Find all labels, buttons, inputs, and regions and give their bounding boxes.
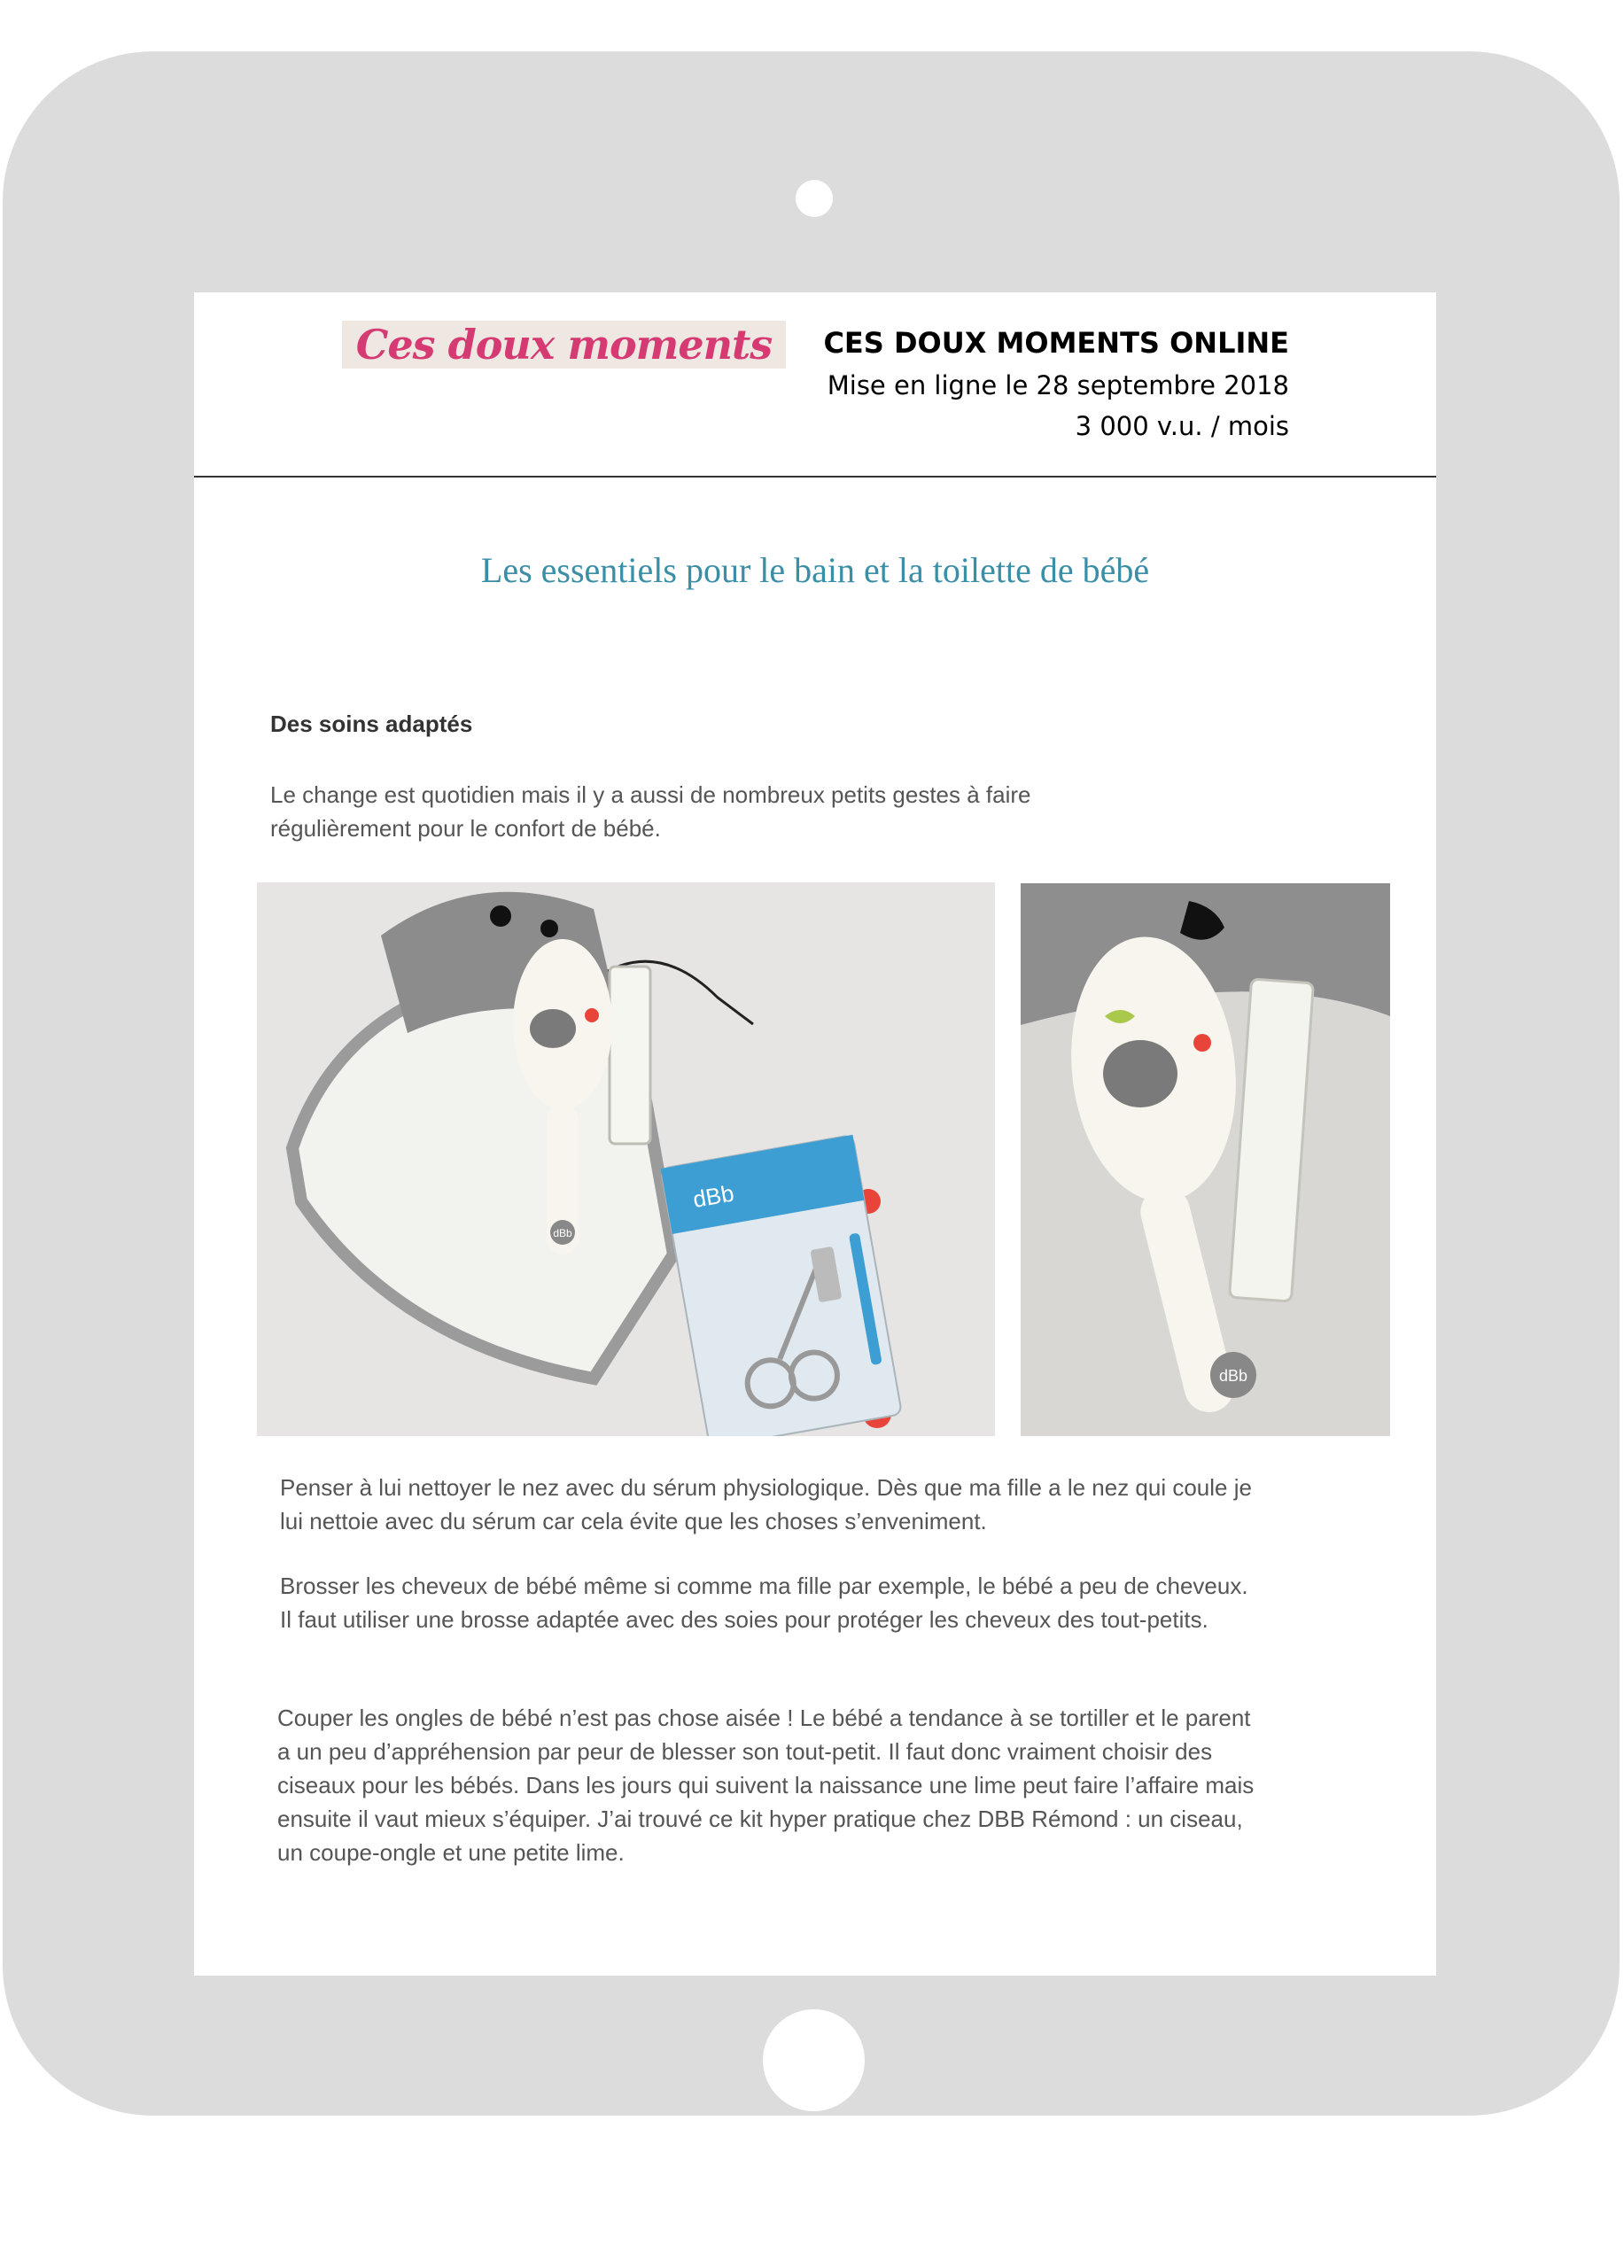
- side-brush-brand-mark: dBb: [1218, 1367, 1248, 1385]
- header-divider: [194, 476, 1436, 478]
- camera-dot: [796, 180, 833, 217]
- paragraph-nail-cutting: Couper les ongles de bébé n’est pas chose aisée ! Le bébé a tendance à se tortiller et le parent a un peu d’appréhension par peur de blesser son tout-petit. Il faut donc vraiment choisir des ciseaux pour les bébés. Dans les jours qui suivent la naissance une lime peut faire l’affaire mais ensuite il vaut mieux s’équiper. J’ai trouvé ce kit hyper pratique chez DBB Rémond : un ciseau, un coupe-ongle et une petite lime.: [277, 1705, 1255, 1866]
- publication-date: Mise en ligne le 28 septembre 2018: [827, 370, 1289, 400]
- paragraph-nose-care: Penser à lui nettoyer le nez avec du sérum physiologique. Dès que ma fille a le nez qui coule je lui nettoie avec du sérum car cela évite que les choses s’enveniment.: [280, 1474, 1252, 1534]
- site-logo: Ces doux moments: [342, 321, 786, 369]
- section-heading: Des soins adaptés: [270, 711, 473, 737]
- publication-info: [823, 321, 1289, 447]
- photo-brush-comb: [1021, 883, 1390, 1436]
- photo-main-illustration: [257, 882, 995, 1436]
- publication-name: CES DOUX MOMENTS ONLINE: [823, 326, 1289, 360]
- brush-brand-mark: dBb: [553, 1227, 572, 1239]
- package-brand-mark: dBb: [690, 1179, 736, 1214]
- intro-paragraph: Le change est quotidien mais il y a aussi de nombreux petits gestes à faire régulièrement pour le confort de bébé.: [270, 781, 1031, 842]
- photo-towel-brush-kit: [257, 882, 995, 1436]
- paragraph-hair-brushing: Brosser les cheveux de bébé même si comme ma fille par exemple, le bébé a peu de cheveux. Il faut utiliser une brosse adaptée avec des soies pour protéger les cheveux des tout-petits.: [280, 1573, 1248, 1633]
- audience-figure: 3 000 v.u. / mois: [1075, 411, 1289, 441]
- home-button: [763, 2009, 865, 2111]
- article-title: Les essentiels pour le bain et la toilette de bébé: [480, 550, 1150, 590]
- tablet-frame: [3, 51, 1620, 2116]
- article-screen: [194, 292, 1436, 1976]
- photo-side-illustration: [1021, 883, 1390, 1436]
